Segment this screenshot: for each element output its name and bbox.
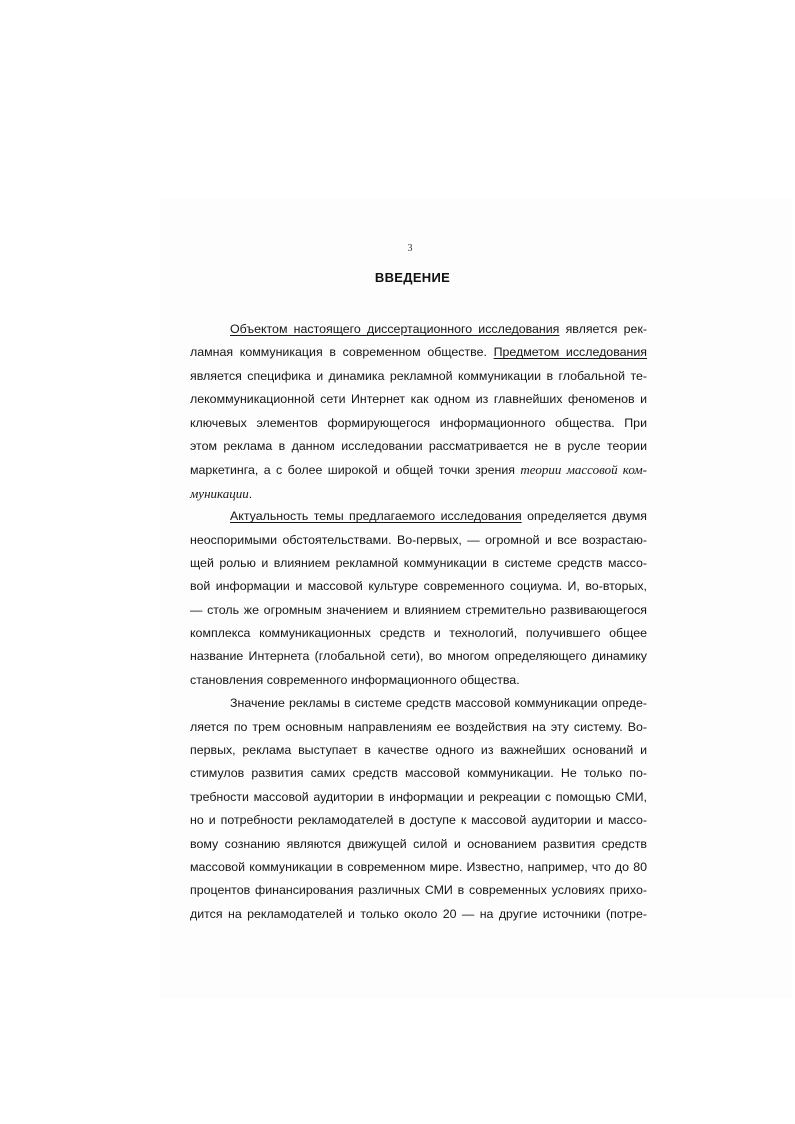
text-line xyxy=(190,575,647,598)
text-run: процентов финансирования различных СМИ в современных условиях прихо- xyxy=(190,883,647,898)
page-number: 3 xyxy=(407,243,413,254)
underlined-phrase: Объектом настоящего диссертационного исследования xyxy=(230,322,560,336)
text-line xyxy=(190,365,647,388)
text-line xyxy=(190,412,647,435)
text-run: Значение рекламы в системе средств массовой коммуникации опреде- xyxy=(230,696,647,711)
text-run: щей ролью и влиянием рекламной коммуникации в системе средств массо- xyxy=(190,555,647,570)
text-run: дится на рекламодателей и только около 20 — на другие источники (потре- xyxy=(190,906,647,921)
text-line xyxy=(190,341,647,364)
paragraph xyxy=(190,692,647,926)
text-run: вой информации и массовой культуре современного социума. И, во-вторых, xyxy=(190,579,647,594)
text-run: неоспоримыми обстоятельствами. Во-первых, — огромной и все возрастаю- xyxy=(190,532,647,547)
text-line xyxy=(190,318,647,341)
text-line xyxy=(190,879,647,902)
text-line xyxy=(190,435,647,458)
text-run: первых, реклама выступает в качестве одного из важнейших оснований и xyxy=(190,743,647,758)
document-body xyxy=(190,318,647,926)
text-run: . xyxy=(248,486,253,501)
text-line xyxy=(190,388,647,411)
text-run: становления современного информационного общества. xyxy=(190,672,520,687)
text-line xyxy=(190,809,647,832)
text-run: требности массовой аудитории в информации и рекреации с помощью СМИ, xyxy=(190,789,647,804)
paragraph xyxy=(190,318,647,505)
text-line xyxy=(190,552,647,575)
text-line xyxy=(190,786,647,809)
text-line xyxy=(190,505,647,528)
text-run: маркетинга, а с более широкой и общей точки зрения xyxy=(190,463,521,478)
text-run: стимулов развития самих средств массовой коммуникации. Не только по- xyxy=(190,766,647,781)
underlined-phrase: Предметом исследования xyxy=(493,345,647,360)
text-run: название Интернета (глобальной сети), во многом определяющего динамику xyxy=(190,649,647,664)
page-title: ВВЕДЕНИЕ xyxy=(374,270,451,285)
underlined-phrase: Актуальность темы предлагаемого исследования xyxy=(230,509,522,524)
text-line xyxy=(190,856,647,879)
text-line xyxy=(190,458,647,481)
text-line xyxy=(190,645,647,668)
text-run: лекоммуникационной сети Интернет как одном из главнейших феноменов и xyxy=(190,392,647,407)
text-run: комплекса коммуникационных средств и технологий, получившего общее xyxy=(190,626,647,641)
text-run: этом реклама в данном исследовании рассматривается не в русле теории xyxy=(190,438,647,453)
text-run: является рек- xyxy=(559,322,647,336)
text-line xyxy=(190,482,647,505)
text-run: определяется двумя xyxy=(521,509,648,524)
italic-phrase: теории массовой ком- xyxy=(520,462,647,478)
text-line xyxy=(190,762,647,785)
text-run: но и потребности рекламодателей в доступе к массовой аудитории и массо- xyxy=(190,813,647,828)
text-line xyxy=(190,833,647,856)
paragraph xyxy=(190,505,647,692)
text-line xyxy=(190,739,647,762)
italic-phrase: муникации xyxy=(190,485,249,501)
text-run: ляется по трем основным направлениям ее воздействия на эту систему. Во- xyxy=(190,719,647,734)
text-run: вому сознанию являются движущей силой и основанием развития средств xyxy=(190,836,647,851)
text-line xyxy=(190,716,647,739)
text-line xyxy=(190,692,647,715)
text-line xyxy=(190,669,647,692)
text-line xyxy=(190,622,647,645)
text-line xyxy=(190,529,647,552)
text-run: ключевых элементов формирующегося информационного общества. При xyxy=(190,415,647,430)
text-run: ламная коммуникация в современном обществе. xyxy=(190,345,494,360)
text-line xyxy=(190,903,647,926)
text-line xyxy=(190,599,647,622)
text-run: является специфика и динамика рекламной коммуникации в глобальной те- xyxy=(190,368,647,383)
text-run: массовой коммуникации в современном мире. Известно, например, что до 80 xyxy=(190,859,647,874)
text-run: — столь же огромным значением и влиянием стремительно развивающегося xyxy=(190,602,647,617)
